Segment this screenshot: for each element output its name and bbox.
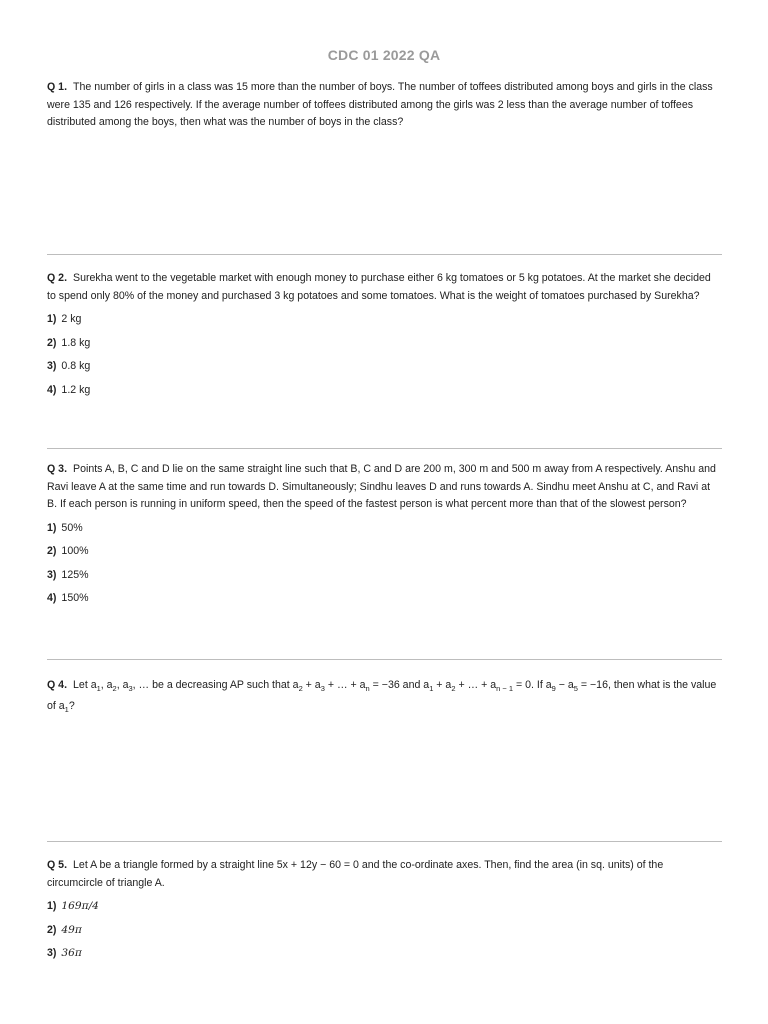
option-2[interactable] [47, 335, 722, 359]
question-text-part: ? [68, 700, 75, 712]
subscript: 5 [573, 684, 578, 694]
option-text: 169π/4 [61, 900, 99, 913]
option-list [47, 311, 722, 405]
option-2[interactable] [47, 922, 722, 946]
option-3[interactable] [47, 567, 722, 591]
option-4[interactable] [47, 590, 722, 614]
option-number: 2) [47, 336, 57, 349]
option-text: 150% [61, 592, 89, 605]
question-text-part: Let a [73, 679, 97, 691]
question-3 [47, 461, 722, 614]
document-title: CDC 01 2022 QA [327, 47, 441, 63]
question-number: Q 3. [47, 463, 68, 475]
option-number: 1) [47, 313, 57, 326]
question-text-part: + … + a [455, 679, 497, 691]
subscript: n [365, 684, 370, 694]
option-3[interactable] [47, 358, 722, 382]
option-text: 36π [61, 947, 82, 960]
option-2[interactable] [47, 543, 722, 567]
question-number: Q 4. [47, 679, 68, 691]
option-number: 4) [47, 592, 57, 605]
divider [47, 659, 722, 660]
question-text-part: , … be a decreasing AP such that a [132, 679, 299, 691]
subscript: 3 [128, 684, 133, 694]
option-number: 4) [47, 383, 57, 396]
divider [47, 254, 722, 255]
option-4[interactable] [47, 382, 722, 406]
question-text-part: = 0. If a [513, 679, 552, 691]
question-text-part: + a [433, 679, 452, 691]
option-text: 125% [61, 568, 89, 581]
question-text: The number of girls in a class was 15 more than the number of boys. The number of toffees distributed among boys and girls in the class were 135 and 126 respectively. If the average number of toffees distributed among the girls was 2 less than the average number of toffees distributed among the boys, then what was the number of boys in the class? [47, 81, 713, 129]
question-2 [47, 270, 722, 405]
question-text-part: − a [555, 679, 574, 691]
divider [47, 841, 722, 842]
question-number: Q 5. [47, 859, 68, 871]
option-1[interactable] [47, 311, 722, 335]
option-text: 0.8 kg [61, 360, 91, 373]
subscript: 2 [298, 684, 303, 694]
subscript: 2 [112, 684, 117, 694]
option-number: 1) [47, 900, 57, 913]
subscript: 1 [429, 684, 434, 694]
subscript: 2 [451, 684, 456, 694]
question-4 [47, 675, 722, 717]
subscript: 3 [320, 684, 325, 694]
question-text-part: + a [302, 679, 321, 691]
option-text: 50% [61, 521, 83, 534]
question-number: Q 2. [47, 272, 68, 284]
question-text-part: = −36 and a [369, 679, 430, 691]
question-text-part: , a [100, 679, 113, 691]
question-text: Points A, B, C and D lie on the same straight line such that B, C and D are 200 m, 300 m and 500 m away from A respectively. Anshu and Ravi leave A at the same time and run towards D. Simultaneously; Sindhu leaves D and runs towards A. Sindhu meet Anshu at C, and Ravi at B. If each person is running in uniform speed, then the speed of the fastest person is what percent more than that of the slowest person? [47, 463, 716, 511]
option-number: 3) [47, 568, 57, 581]
option-number: 3) [47, 360, 57, 373]
option-list [47, 520, 722, 614]
option-1[interactable] [47, 520, 722, 544]
subscript: n − 1 [496, 684, 514, 694]
option-3[interactable] [47, 945, 722, 969]
subscript: 1 [64, 705, 69, 715]
option-list [47, 898, 722, 969]
question-5 [47, 857, 722, 969]
option-number: 1) [47, 521, 57, 534]
question-number: Q 1. [47, 81, 68, 93]
divider [47, 448, 722, 449]
question-1 [47, 79, 722, 132]
question-text-part: + … + a [324, 679, 366, 691]
question-text-part: , a [116, 679, 129, 691]
option-text: 49π [61, 923, 82, 936]
option-number: 3) [47, 947, 57, 960]
option-text: 1.2 kg [61, 383, 91, 396]
question-text: Surekha went to the vegetable market with enough money to purchase either 6 kg tomatoes or 5 kg potatoes. At the market she decided to spend only 80% of the money and purchased 3 kg potatoes and some tomatoes. What is the weight of tomatoes purchased by Surekha? [47, 272, 711, 302]
question-text: Let A be a triangle formed by a straight line 5x + 12y − 60 = 0 and the co-ordinate axes. Then, find the area (in sq. units) of the circumcircle of triangle A. [47, 859, 664, 889]
question-text-part: = −16, then what is the value of a [47, 679, 717, 712]
subscript: 9 [551, 684, 556, 694]
option-number: 2) [47, 545, 57, 558]
option-1[interactable] [47, 898, 722, 922]
option-text: 100% [61, 545, 89, 558]
option-text: 1.8 kg [61, 336, 91, 349]
option-number: 2) [47, 923, 57, 936]
subscript: 1 [96, 684, 101, 694]
option-text: 2 kg [61, 313, 82, 326]
